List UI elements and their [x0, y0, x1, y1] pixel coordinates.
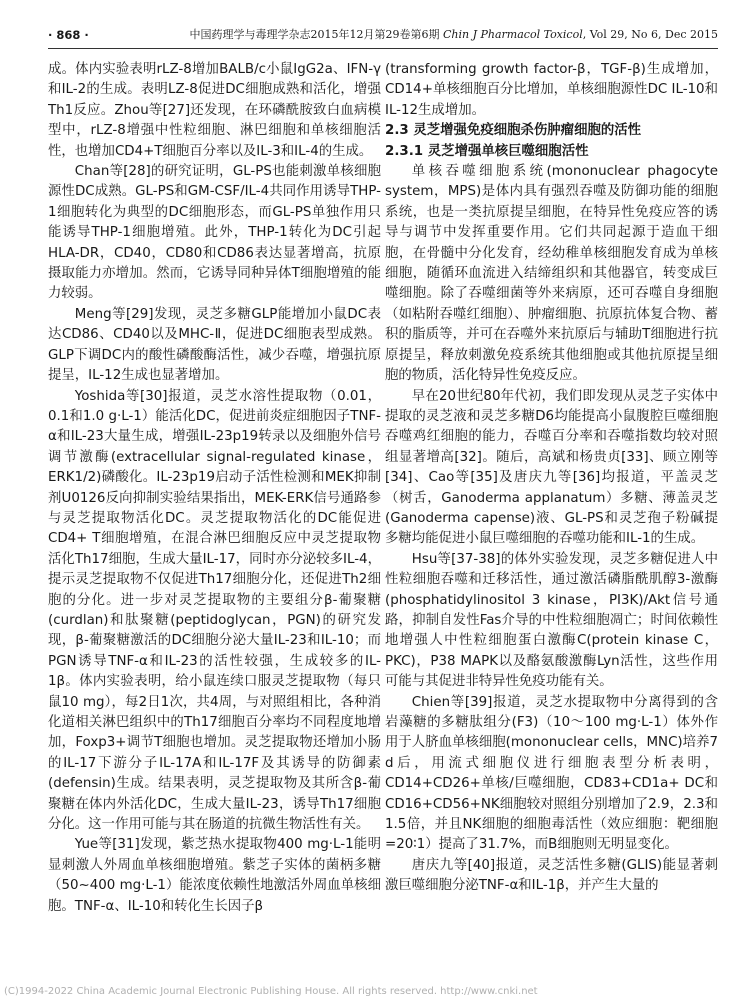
journal-citation: [189, 26, 718, 44]
right-column: [385, 60, 718, 985]
body-paragraph: 唐庆九等[40]报道，灵芝活性多糖(GLIS)能显著刺激巨噬细胞分泌TNF-α和IL-1β，并产生大量的: [385, 857, 718, 894]
body-paragraph: 单核吞噬细胞系统(mononuclear phagocyte system，MPS)是体内具有强烈吞噬及防御功能的细胞系统，也是一类抗原提呈细胞，在特异性免疫应答的诱导与调节中发挥重要作用。它们共同起源于造血干细胞，在骨髓中分化发育，经幼稚单核细胞发育成为单核细胞，随循环血流进入结缔组织和其他器官，转变成巨噬细胞。除了吞噬细菌等外来病原，还可吞噬自身细胞（如粘附吞噬红细胞）、肿瘤细胞、抗原抗体复合物、蓄积的脂质等，并可在吞噬外来抗原后与辅助T细胞进行抗原提呈，释放刺激免疫系统其他细胞或其他抗原提呈细胞的物质，活化特异性免疫反应。: [385, 164, 718, 384]
body-paragraph: Meng等[29]发现，灵芝多糖GLP能增加小鼠DC表达CD86、CD40以及MHC-Ⅱ，促进DC细胞表型成熟。GLP下调DC内的酸性磷酸酶活性，减少吞噬，增强抗原提呈，IL-12生成也显著增加。: [48, 306, 381, 384]
body-paragraph: Hsu等[37-38]的体外实验发现，灵芝多糖促进人中性粒细胞吞噬和迁移活性，通过激活磷脂酰肌醇3-激酶(phosphatidylinositol 3 kinase，PI3K)/Akt信号通路，抑制自发性Fas介导的中性粒细胞凋亡；时间依赖性地增强人中性粒细胞蛋白激酶C(protein kinase C，PKC)，P38 MAPK以及酪氨酸激酶Lyn活性，这些作用可能与其促进非特异性免疫功能有关。: [385, 551, 718, 690]
section-heading: 2.3.1 灵芝增强单核巨噬细胞活性: [385, 143, 589, 159]
body-paragraph: Yoshida等[30]报道，灵芝水溶性提取物（0.01，0.1和1.0 g·L-1）能活化DC，促进前炎症细胞因子TNF-α和IL-23大量生成，增强IL-23p19转录以及细胞外信号调节激酶(extracellular signal-regulated kinase，ERK1/2)磷酸化。IL-23p19启动子活性检测和MEK抑制剂U0126反向抑制实验结果指出，MEK-ERK信号通路参与灵芝提取物活化DC。灵芝提取物活化的DC能促进CD4+ T细胞增殖，在混合淋巴细胞反应中灵芝提取物活化Th17细胞，生成大量IL-17，同时亦分泌较多IL-4，提示灵芝提取物不仅促进Th17细胞分化，还促进Th2细胞的分化。进一步对灵芝提取物的主要组分β-葡聚糖(curdlan)和肽聚糖(peptidoglycan，PGN)的研究发现，β-葡聚糖激活的DC细胞分泌大量IL-23和IL-10；而PGN诱导TNF-α和IL-23的活性较强，生成较多的IL-1β。体内实验表明，给小鼠连续口服灵芝提取物（每只鼠10 mg），每2日1次，共4周，与对照组相比，各种消化道相关淋巴组织中的Th17细胞百分率均不同程度地增加，Foxp3+调节T细胞也增加。灵芝提取物还增加小肠的IL-17下游分子IL-17A和IL-17F及其诱导的防御素(defensin)生成。结果表明，灵芝提取物及其所含β-葡聚糖在体内外活化DC，生成大量IL-23，诱导Th17细胞分化。这一作用可能与其在肠道的抗微生物活性有关。: [48, 388, 381, 833]
body-paragraph: Chien等[39]报道，灵芝水提取物中分离得到的含岩藻糖的多糖肽组分(F3)（10～100 mg·L-1）体外作用于人脐血单核细胞(mononuclear cells，MNC)培养7 d后，用流式细胞仪进行细胞表型分析表明，CD14+CD26+单核/巨噬细胞，CD83+CD1a+ DC和CD16+CD56+NK细胞较对照组分别增加了2.9，2.3和1.5倍，并且NK细胞的细胞毒活性（效应细胞：靶细胞=20∶1）提高了31.7%，而B细胞则无明显变化。: [385, 694, 718, 853]
page-number: · 868 ·: [48, 28, 89, 42]
journal-issue: , Vol 29, No 6, Dec 2015: [582, 28, 718, 41]
copyright-footer: (C)1994-2022 China Academic Journal Electronic Publishing House. All rights reserved. http://www.cnki.net: [4, 986, 538, 997]
left-column: [48, 60, 381, 985]
body-paragraph: 成。体内实验表明rLZ-8增加BALB/c小鼠IgG2a、IFN-γ和IL-2的生成。表明LZ-8促进DC细胞成熟和活化，增强Th1反应。Zhou等[27]还发现，在环磷酰胺致白血病模型中，rLZ-8增强中性粒细胞、淋巴细胞和单核细胞活性，也增加CD4+T细胞百分率以及IL-3和IL-4的生成。: [48, 62, 381, 159]
running-header: [48, 26, 718, 44]
body-paragraph: 早在20世纪80年代初，我们即发现从灵芝子实体中提取的灵芝液和灵芝多糖D6均能提高小鼠腹腔巨噬细胞吞噬鸡红细胞的能力，吞噬百分率和吞噬指数均较对照组显著增高[32]。随后，高斌和杨贵贞[33]、顾立刚等[34]、Cao等[35]及唐庆九等[36]均报道，平盖灵芝（树舌，Ganoderma applanatum）多糖、薄盖灵芝(Ganoderma capense)液、GL-PS和灵芝孢子粉碱提多糖均能促进小鼠巨噬细胞的吞噬功能和IL-1的生成。: [385, 388, 718, 547]
journal-title-en: Chin J Pharmacol Toxicol: [442, 28, 583, 41]
body-paragraph: (transforming growth factor-β，TGF-β)生成增加，CD14+单核细胞百分比增加，单核细胞源性DC IL-10和IL-12生成增加。: [385, 62, 718, 118]
section-heading: 2.3 灵芝增强免疫细胞杀伤肿瘤细胞的活性: [385, 123, 642, 139]
body-paragraph: Yue等[31]发现，紫芝热水提取物400 mg·L-1能明显刺激人外周血单核细胞增殖。紫芝子实体的菌柄多糖（50~400 mg·L-1）能浓度依赖性地激活外周血单核细胞。TNF-α、IL-10和转化生长因子β: [48, 837, 381, 914]
header-rule: [48, 48, 718, 49]
journal-title-cn: 中国药理学与毒理学杂志2015年12月第29卷第6期: [189, 28, 440, 41]
body-paragraph: Chan等[28]的研究证明，GL-PS也能刺激单核细胞源性DC成熟。GL-PS和GM-CSF/IL-4共同作用诱导THP-1细胞转化为典型的DC细胞形态，而GL-PS单独作用只能诱导THP-1细胞增殖。此外，THP-1转化为DC引起HLA-DR，CD40，CD80和CD86表达显著增高，抗原摄取能力亦增加。然而，它诱导同种异体T细胞增殖的能力较弱。: [48, 164, 381, 302]
